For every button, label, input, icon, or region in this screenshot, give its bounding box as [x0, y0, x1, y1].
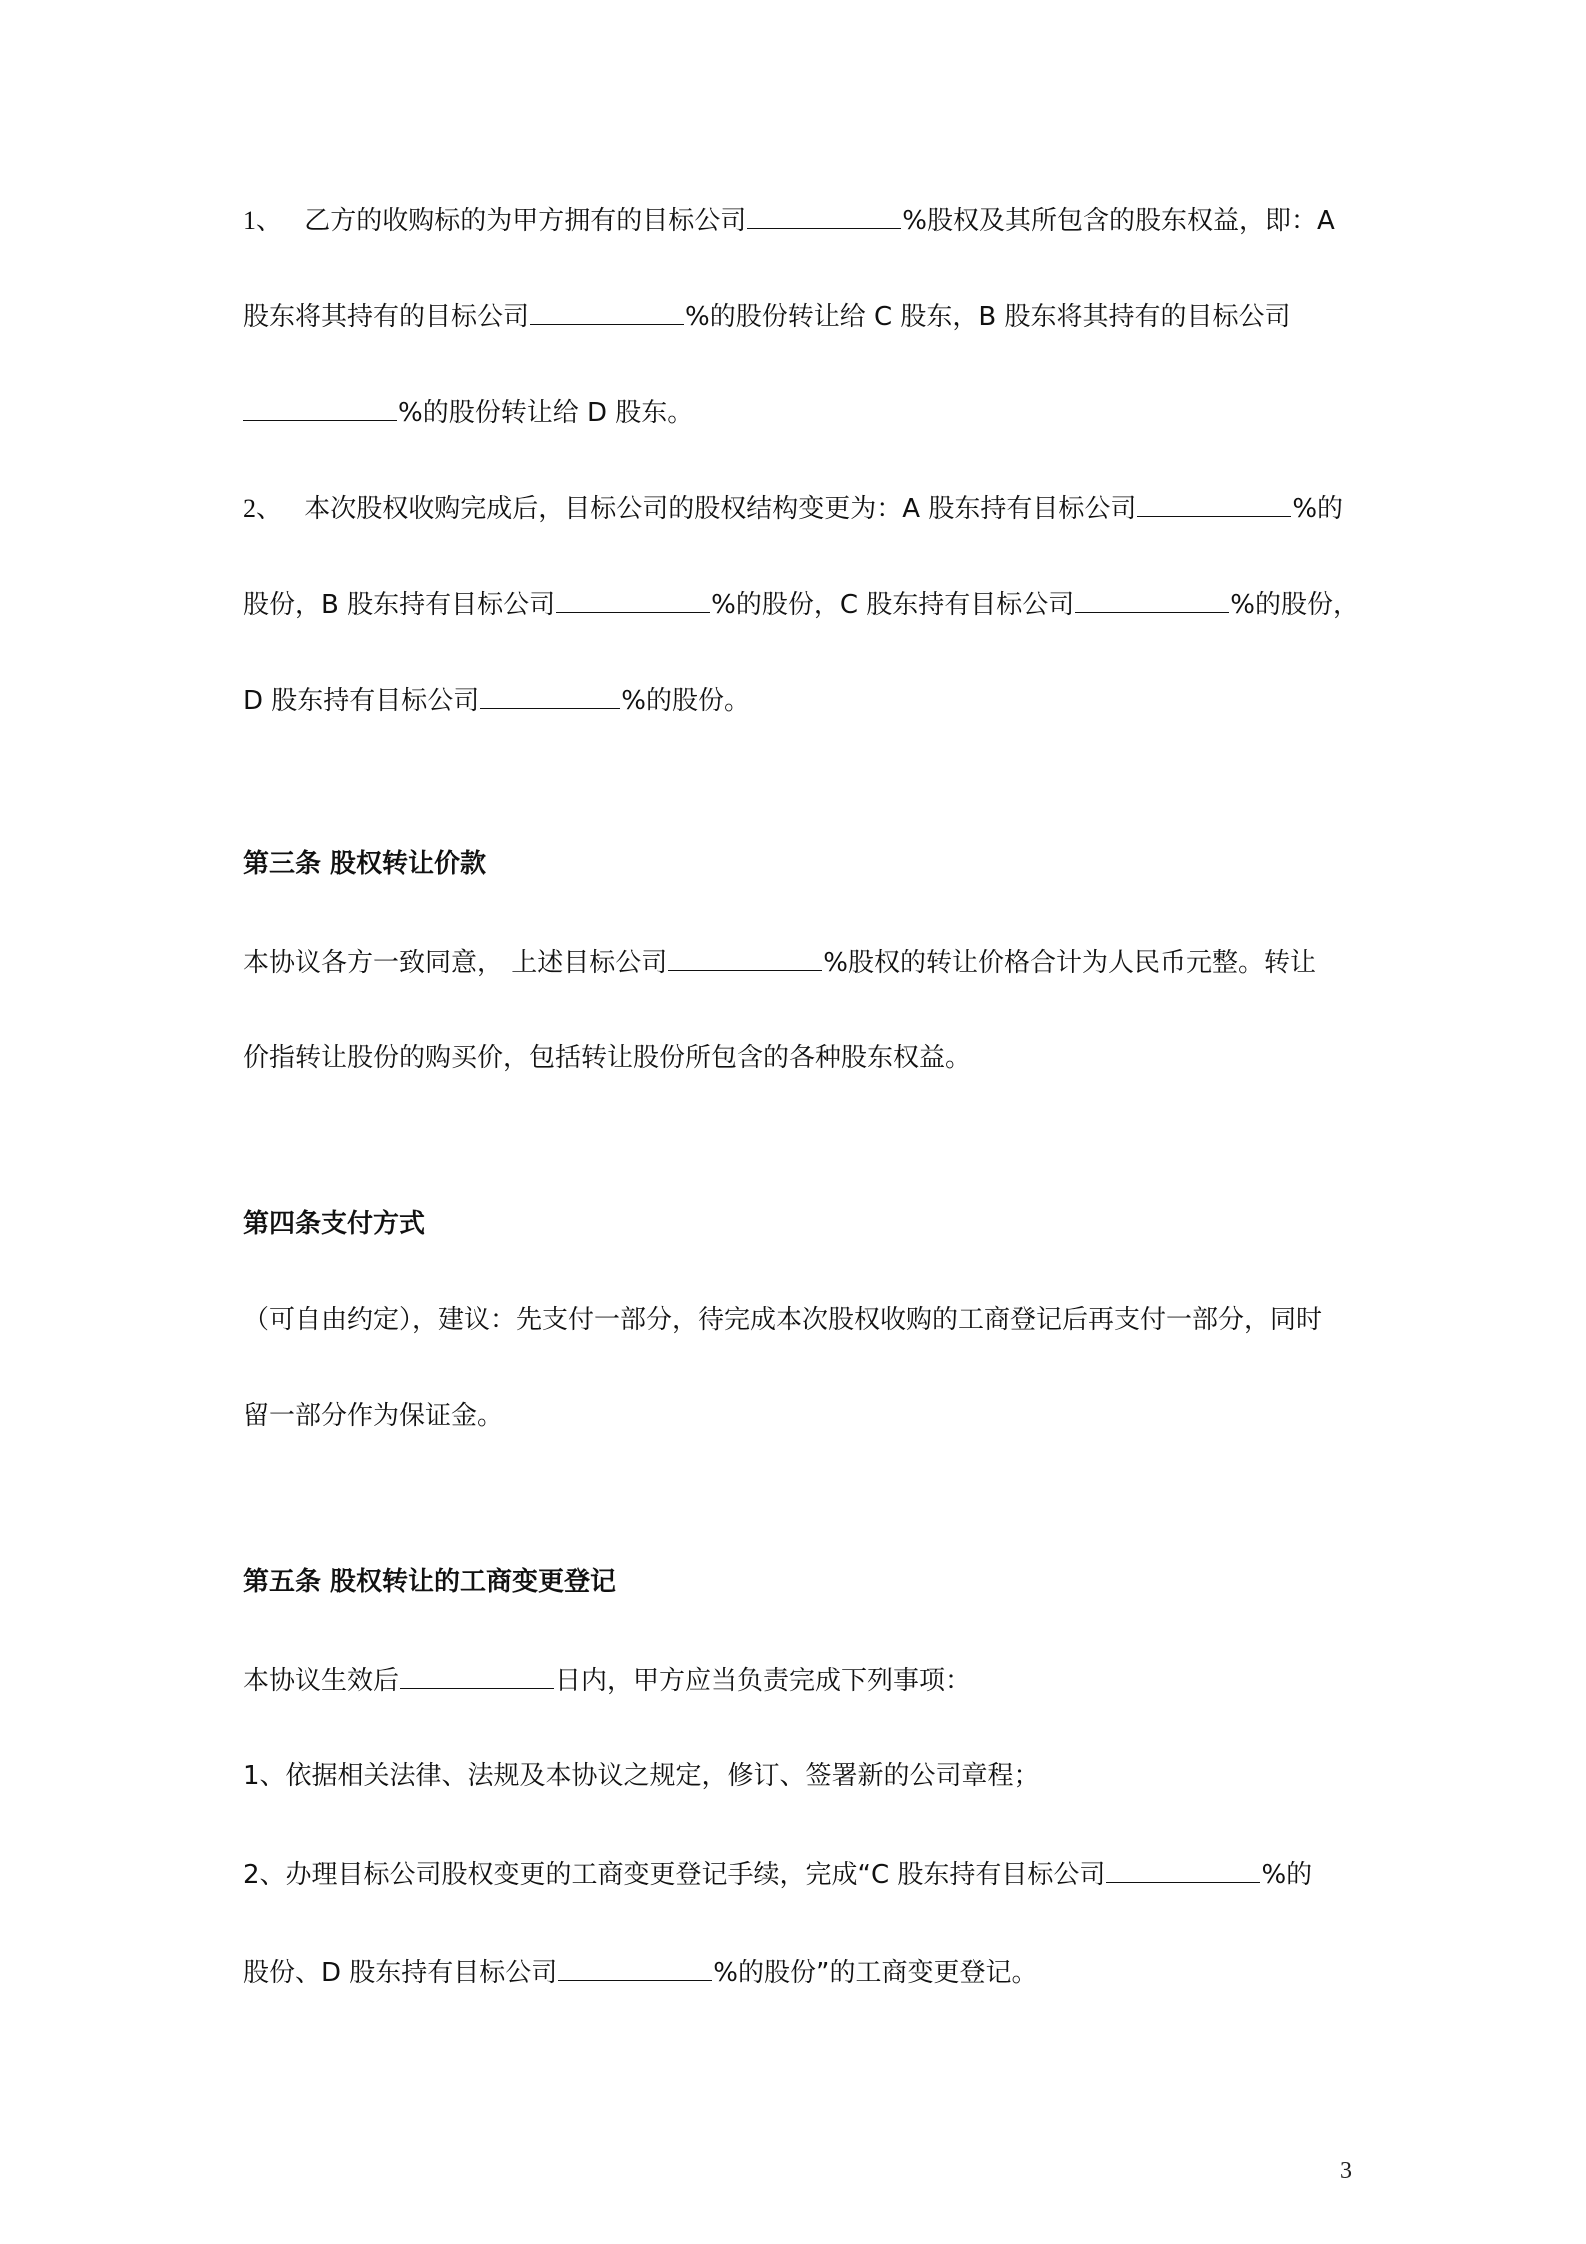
clause2-item1-line3 [243, 394, 693, 430]
text: %的 [1261, 1860, 1313, 1890]
text: D 股东持有目标公司 [243, 686, 480, 716]
clause2-item1-line1 [243, 202, 1335, 238]
clause5-item2-line2 [243, 1954, 1037, 1990]
text: 本次股权收购完成后，目标公司的股权结构变更为：A 股东持有目标公司 [304, 494, 1137, 524]
text: %的股份，C 股东持有目标公司 [711, 590, 1075, 620]
text: %的 [1292, 494, 1344, 524]
clause4-line1: （可自由约定），建议：先支付一部分，待完成本次股权收购的工商登记后再支付一部分，同时 [243, 1305, 1323, 1335]
text: %的股份转让给 D 股东。 [398, 398, 694, 428]
clause2-item2-line2 [243, 586, 1359, 622]
clause2-item2-line3 [243, 682, 750, 718]
clause3-line2: 价指转让股份的购买价，包括转让股份所包含的各种股东权益。 [243, 1043, 972, 1073]
clause5-intro [243, 1662, 971, 1698]
blank-field [1137, 490, 1291, 517]
blank-field [1106, 1856, 1260, 1883]
text: 股东将其持有的目标公司 [243, 302, 530, 332]
text: %股权及其所包含的股东权益，即：A [902, 206, 1335, 236]
clause4-line2: 留一部分作为保证金。 [243, 1401, 504, 1431]
blank-field [558, 1954, 712, 1981]
text: %的股份转让给 C 股东，B 股东将其持有的目标公司 [685, 302, 1291, 332]
page-number: 3 [1340, 2158, 1352, 2184]
blank-field [668, 944, 822, 971]
clause2-item2-line1 [243, 490, 1343, 526]
text: 日内，甲方应当负责完成下列事项： [555, 1666, 972, 1696]
text: 2、办理目标公司股权变更的工商变更登记手续，完成“C 股东持有目标公司 [243, 1860, 1106, 1890]
blank-field [556, 586, 710, 613]
item-number: 2、 [243, 494, 283, 523]
blank-field [400, 1662, 554, 1689]
clause5-heading: 第五条 股权转让的工商变更登记 [243, 1567, 617, 1597]
clause5-item1: 1、依据相关法律、法规及本协议之规定，修订、签署新的公司章程； [243, 1761, 1040, 1791]
text: 股份，B 股东持有目标公司 [243, 590, 556, 620]
text: 本协议各方一致同意， 上述目标公司 [243, 948, 668, 978]
text: 股份、D 股东持有目标公司 [243, 1958, 558, 1988]
blank-field [243, 394, 397, 421]
item-number: 1、 [243, 206, 283, 235]
text: %的股份”的工商变更登记。 [713, 1958, 1038, 1988]
clause4-heading: 第四条支付方式 [243, 1209, 426, 1239]
clause3-line1 [243, 944, 1316, 980]
text: %的股份， [1230, 590, 1359, 620]
clause3-heading: 第三条 股权转让价款 [243, 849, 487, 879]
text: %股权的转让价格合计为人民币元整。转让 [823, 948, 1316, 978]
blank-field [747, 202, 901, 229]
blank-field [530, 298, 684, 325]
text: 乙方的收购标的为甲方拥有的目标公司 [304, 206, 747, 236]
text: 本协议生效后 [243, 1666, 400, 1696]
text: %的股份。 [621, 686, 751, 716]
blank-field [480, 682, 620, 709]
clause5-item2-line1 [243, 1856, 1312, 1892]
clause2-item1-line2 [243, 298, 1291, 334]
blank-field [1075, 586, 1229, 613]
